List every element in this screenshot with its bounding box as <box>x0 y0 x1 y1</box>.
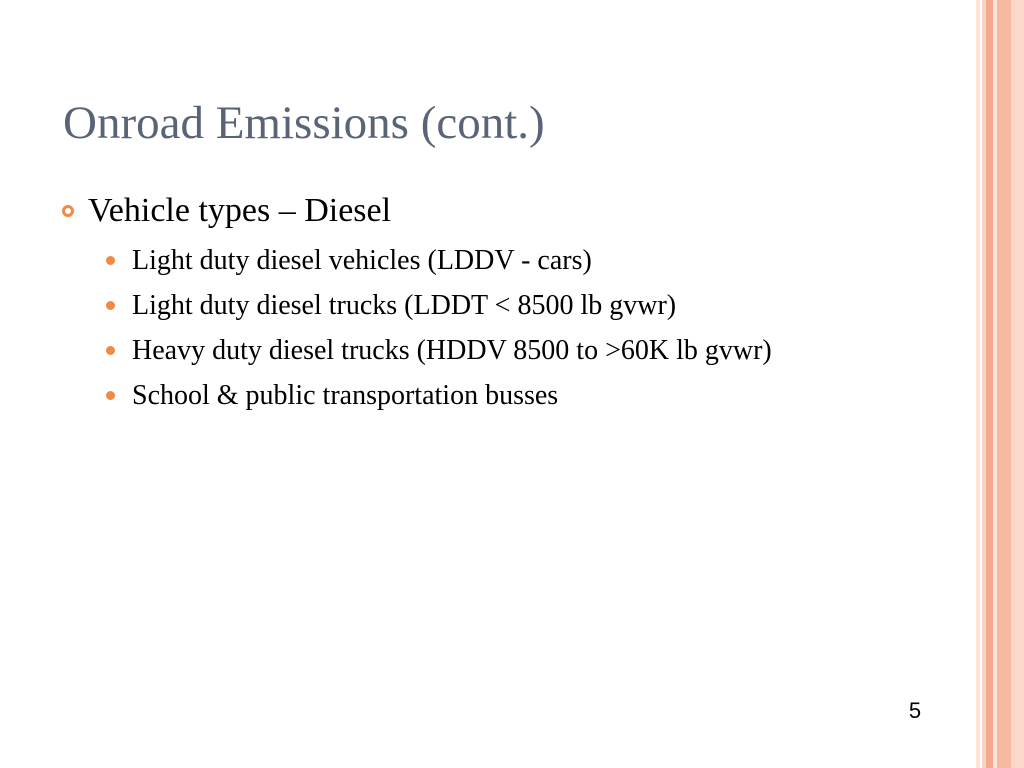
slide-content <box>62 188 922 420</box>
decorative-stripe <box>976 0 980 768</box>
dot-bullet-icon <box>106 256 115 265</box>
ring-bullet-icon <box>62 205 74 217</box>
sub-bullet-item <box>106 285 866 326</box>
slide-title: Onroad Emissions (cont.) <box>63 97 545 149</box>
sub-bullet-text: Heavy duty diesel trucks (HDDV 8500 to >60K lb gvwr) <box>132 335 772 366</box>
sub-bullet-list <box>62 240 922 416</box>
sub-bullet-text: Light duty diesel vehicles (LDDV - cars) <box>132 245 592 276</box>
decorative-stripe <box>997 0 1011 768</box>
decorative-stripe <box>986 0 993 768</box>
dot-bullet-icon <box>106 346 115 355</box>
page-number: 5 <box>908 698 922 723</box>
decorative-stripe <box>1011 0 1024 768</box>
bullet-level1 <box>62 188 922 234</box>
sub-bullet-text: Light duty diesel trucks (LDDT < 8500 lb gvwr) <box>132 290 677 321</box>
dot-bullet-icon <box>106 391 115 400</box>
sub-bullet-text: School & public transportation busses <box>132 380 559 411</box>
dot-bullet-icon <box>106 301 115 310</box>
sub-bullet-item <box>106 375 866 416</box>
bullet-level1-text: Vehicle types – Diesel <box>88 192 392 229</box>
sub-bullet-item <box>106 330 866 371</box>
sub-bullet-item <box>106 240 866 281</box>
